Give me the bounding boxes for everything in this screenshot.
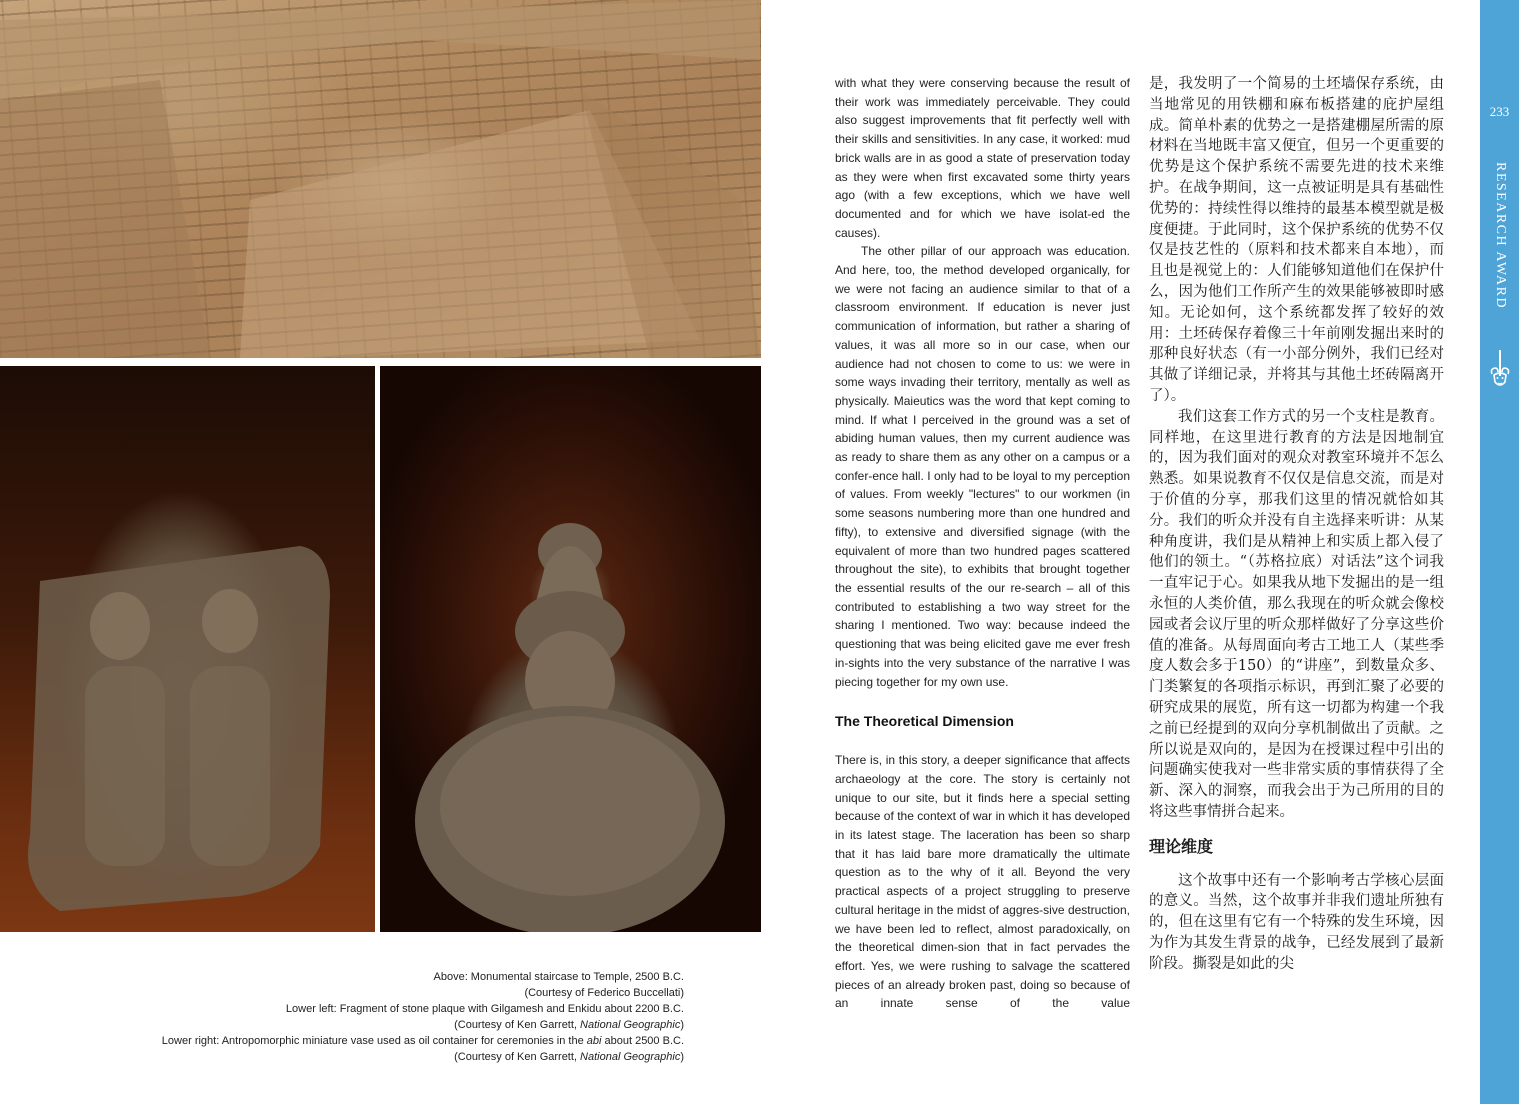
caption-line: Lower left: Fragment of stone plaque with Gilgamesh and Enkidu about 2200 B.C. — [285, 1003, 684, 1016]
section-sidebar — [1480, 0, 1519, 1104]
chinese-paragraph: 是，我发明了一个简易的土坯墙保存系统，由当地常见的用铁棚和麻布板搭建的庇护屋组成。简单朴素的优势之一是搭建棚屋所需的原材料在当地既丰富又便宜，但另一个更重要的优势是这个保护系统不需要先进的技术来维护。在战争期间，这一点被证明是具有基础性优势的：持续性得以维持的最基本模型就是极度便捷。于此同时，这个保护系统的优势不仅仅是技艺性的（原料和技术都来自本地），而且也是视觉上的：人们能够知道他们在保护什么，因为他们工作所产生的效果能够被即时感知。无论如何，这个系统都发挥了较好的效用：土坯砖保存着像三十年前刚发掘出来时的那种良好状态（有一小部分例外，我们已经对其做了详细记录，并将其与其他土坯砖隔离开了）。 — [1149, 76, 1444, 404]
photo-gilgamesh-plaque — [0, 366, 375, 932]
caption-text: about 2500 B.C. — [601, 1035, 684, 1048]
photo-antropomorphic-vase — [380, 366, 761, 932]
chinese-paragraph: 这个故事中还有一个影响考古学核心层面的意义。当然，这个故事并非我们遗址所独有的，但在这里有它有一个特殊的发生环境，因为作为其发生背景的战争，已经发展到了最新阶段。撕裂是如此的尖 — [1149, 872, 1444, 972]
caption-text: ) — [680, 1019, 684, 1032]
photo-caption — [100, 969, 684, 1066]
caption-line — [100, 1017, 684, 1033]
english-paragraph: There is, in this story, a deeper significance that affects archaeology at the core. The story is certainly not unique to our site, but it finds here a special setting because of the context of war in which it has developed in its latest stage. The laceration has been so sharp that it has laid bare more dramatically the ultimate question as to the why of it all. Beyond the very practical aspects of a project struggling to preserve cultural heritage in the midst of aggres-sive destruction, we have been led to reflect, almost paradoxically, on the theoretical dimen-sion that in fact pervades the effort. Yes, we were rushing to salvage the scattered pieces of an already broken past, doing so because of an innate sense of the value — [835, 753, 1130, 1011]
caption-line — [100, 1049, 684, 1065]
staircase-illustration — [0, 0, 761, 358]
english-paragraph: The other pillar of our approach was education. And here, too, the method developed organically, for we were not facing an audience similar to that of a classroom environment. If education is never just communication of information, but rather a sharing of values, it was all more so in our case, when our audience had not chosen to come to us: we were in some ways invading their territory, mentally as well as physically. Maieutics was the word that kept coming to mind. If what I perceived in the ground was a set of abiding human values, then my current audience was as ready to share them as any other on a campus or a confer-ence hall. I only had to be loyal to my perception of values. From weekly "lectures" to our workmen (in some seasons numbering more than one hundred and fifty), to extensive and diversified signage (with the equivalent of more than two hundred pages scattered throughout the site), to exhibits that brought together the essential results of the our re-search – all of this contributed to establishing a two way street for the sharing I mentioned. Two way: because indeed the questioning that was being elicited gave me ever fresh in-sights into the very substance of the narrative I was piecing together for my own use. — [835, 244, 1130, 689]
caption-line: Above: Monumental staircase to Temple, 2500 B.C. — [433, 971, 684, 983]
caption-text: (Courtesy of Ken Garrett, — [454, 1019, 581, 1032]
caption-text: Lower right: Antropomorphic miniature vase used as oil container for ceremonies in the — [161, 1035, 587, 1048]
section-label: RESEARCH AWARD — [1493, 162, 1508, 310]
caption-italic-text: National Geographic — [580, 1051, 681, 1064]
english-section-heading: The Theoretical Dimension — [835, 713, 1014, 730]
english-paragraph: with what they were conserving because the result of their work was immediately perceivable. They could also suggest improvements that fit perfectly well with their skills and sensitivities. In any case, it worked: mud brick walls are in as good a state of preservation today as they were when first excavated some thirty years ago (with a few exceptions, which we have well documented and for which we have isolat-ed the causes). — [835, 76, 1130, 240]
chinese-section-heading: 理论维度 — [1149, 836, 1214, 856]
chinese-text-column — [1149, 74, 1444, 975]
ram-emblem-icon — [1489, 366, 1511, 390]
caption-line: (Courtesy of Federico Buccellati) — [524, 987, 684, 1000]
caption-line — [100, 1033, 684, 1049]
caption-italic-text: abi — [586, 1035, 602, 1048]
vase-illustration — [380, 366, 761, 932]
plaque-illustration — [0, 366, 375, 932]
caption-text: (Courtesy of Ken Garrett, — [454, 1051, 581, 1064]
page-number: 233 — [1489, 104, 1510, 119]
caption-italic-text: National Geographic — [580, 1019, 681, 1032]
photo-monumental-staircase — [0, 0, 761, 358]
chinese-paragraph: 我们这套工作方式的另一个支柱是教育。同样地，在这里进行教育的方法是因地制宜的，因为我们面对的观众对教室环境并不怎么熟悉。如果说教育不仅仅是信息交流，而是对于价值的分享，那我们这里的情况就恰如其分。我们的听众并没有自主选择来听讲：从某种角度讲，我们是从精神上和实质上都入侵了他们的领土。“（苏格拉底）对话法”这个词我一直牢记于心。如果我从地下发掘出的是一组永恒的人类价值，那么我现在的听众就会像校园或者会议厅里的听众那样做好了分享这些价值的准备。从每周面向考古工地工人（某些季度人数会多于150）的“讲座”，到数量众多、门类繁复的各项指示标识，再到汇聚了必要的研究成果的展览，所有这一切都为构建一个我之前已经提到的双向分享机制做出了贡献。之所以说是双向的，是因为在授课过程中引出的问题确实使我对一些非常实质的事情获得了全新、深入的洞察，而我会出于为己所用的目的将这些事情拼合起来。 — [1149, 408, 1444, 820]
caption-text: ) — [680, 1051, 684, 1064]
english-text-column — [835, 74, 1130, 1013]
